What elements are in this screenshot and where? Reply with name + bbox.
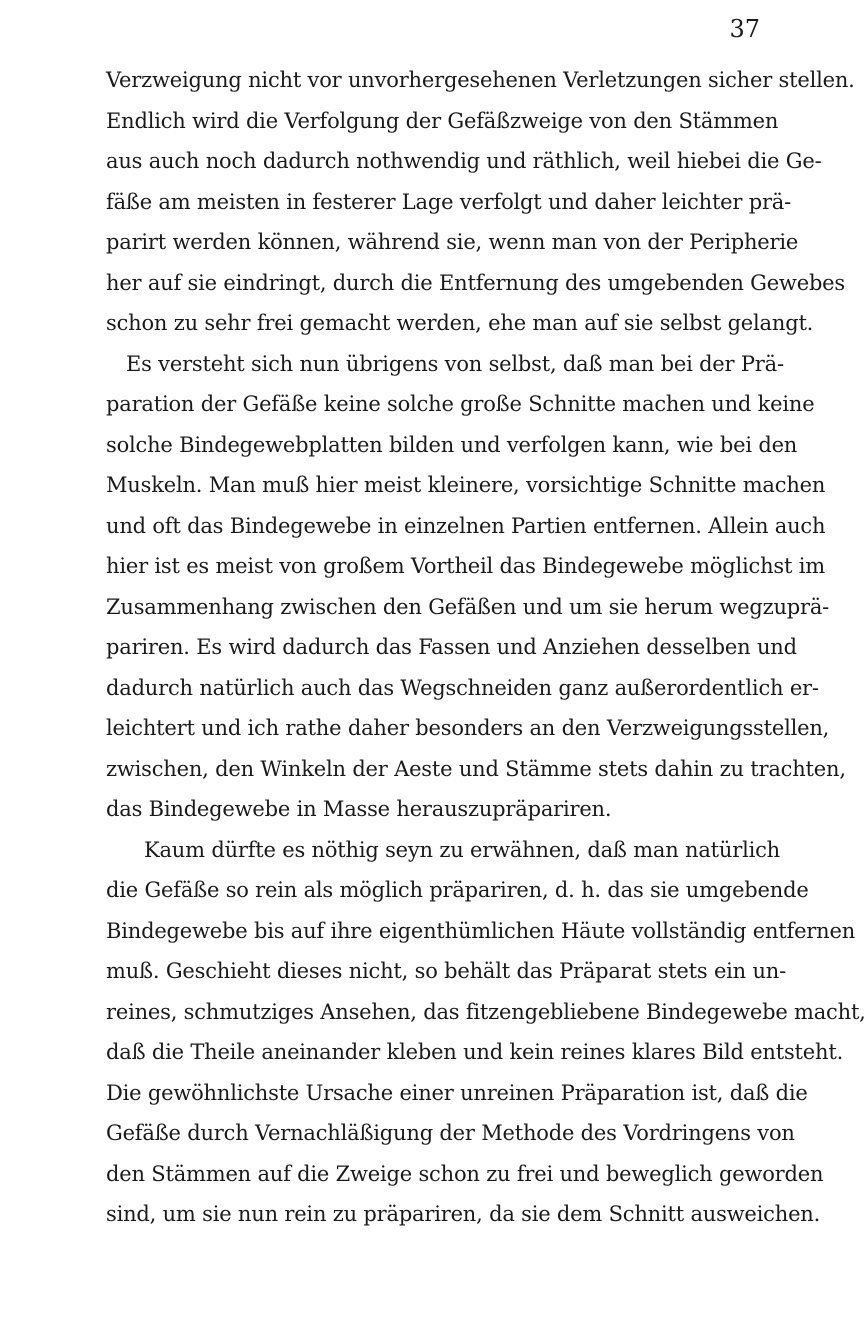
text-line: pariren. Es wird dadurch das Fassen und Anziehen desselben und: [106, 635, 797, 659]
text-line: hier ist es meist von großem Vortheil das Bindegewebe möglichst im: [106, 554, 825, 578]
text-line: Verzweigung nicht vor unvorhergesehenen Verletzungen sicher stellen.: [106, 68, 855, 92]
text-line: Bindegewebe bis auf ihre eigenthümlichen Häute vollständig entfernen: [106, 918, 856, 943]
text-line: fäße am meisten in festerer Lage verfolgt und daher leichter prä-: [106, 189, 792, 214]
text-line: reines, schmutziges Ansehen, das fitzengebliebene Bindegewebe macht,: [106, 999, 866, 1024]
text-line: solche Bindegewebplatten bilden und verfolgen kann, wie bei den: [106, 432, 798, 457]
text-line: Zusammenhang zwischen den Gefäßen und um sie herum wegzuprä-: [106, 594, 830, 619]
text-line: und oft das Bindegewebe in einzelnen Partien entfernen. Allein auch: [106, 513, 826, 538]
text-line: sind, um sie nun rein zu präpariren, da sie dem Schnitt ausweichen.: [106, 1202, 821, 1226]
text-line: Kaum dürfte es nöthig seyn zu erwähnen, daß man natürlich: [144, 837, 781, 862]
text-line: dadurch natürlich auch das Wegschneiden ganz außerordentlich er-: [106, 675, 819, 700]
text-line: leichtert und ich rathe daher besonders an den Verzweigungsstellen,: [106, 716, 830, 740]
text-line: Muskeln. Man muß hier meist kleinere, vorsichtige Schnitte machen: [106, 473, 826, 497]
text-line: aus auch noch dadurch nothwendig und räthlich, weil hiebei die Ge-: [106, 149, 822, 173]
text-line: schon zu sehr frei gemacht werden, ehe man auf sie selbst gelangt.: [106, 311, 814, 335]
text-line: Es versteht sich nun übrigens von selbst, daß man bei der Prä-: [126, 351, 784, 376]
text-line: paration der Gefäße keine solche große Schnitte machen und keine: [106, 392, 815, 416]
text-line: parirt werden können, während sie, wenn man von der Peripherie: [106, 230, 799, 254]
text-line: daß die Theile aneinander kleben und kein reines klares Bild entsteht.: [106, 1040, 844, 1064]
text-line: Endlich wird die Verfolgung der Gefäßzweige von den Stämmen: [106, 108, 779, 133]
text-line: die Gefäße so rein als möglich präpariren, d. h. das sie umgebende: [106, 878, 809, 902]
text-line: muß. Geschieht dieses nicht, so behält das Präparat stets ein un-: [106, 959, 787, 983]
paragraph: [106, 60, 855, 830]
text-line: das Bindegewebe in Masse herauszupräpariren.: [106, 797, 612, 821]
text-line: Gefäße durch Vernachläßigung der Methode des Vordringens von: [106, 1121, 795, 1145]
text-line: her auf sie eindringt, durch die Entfernung des umgebenden Gewebes: [106, 270, 845, 295]
page-number: 37: [729, 15, 760, 43]
text-line: Die gewöhnlichste Ursache einer unreinen Präparation ist, daß die: [106, 1080, 808, 1105]
text-line: zwischen, den Winkeln der Aeste und Stämme stets dahin zu trachten,: [106, 756, 846, 781]
body-text: [106, 60, 866, 1235]
paragraph: [106, 830, 866, 1235]
text-line: den Stämmen auf die Zweige schon zu frei und beweglich geworden: [106, 1161, 824, 1186]
